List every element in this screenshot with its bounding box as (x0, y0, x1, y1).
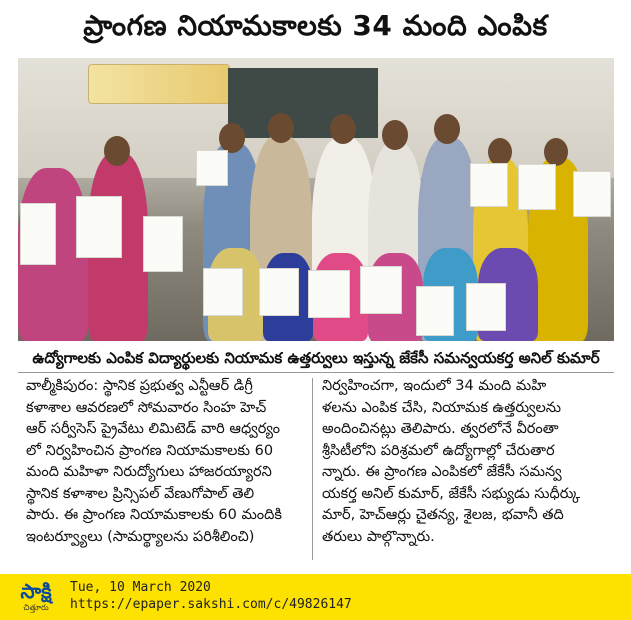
appointment-letter (143, 216, 183, 272)
photo-head (104, 136, 130, 166)
headline: ప్రాంగణ నియామకాలకు 34 మంది ఎంపిక (83, 9, 548, 42)
photo-caption: ఉద్యోగాలకు ఎంపిక విద్యార్థులకు నియామక ఉత్తర్వులు ఇస్తున్న జేకేసీ సమన్వయకర్త అనిల్ కుమార్ (18, 344, 614, 373)
column-divider (312, 378, 313, 560)
article-line: మంది మహిళా నిరుద్యోగులు హాజరయ్యారని (26, 464, 272, 480)
appointment-letter (20, 203, 56, 265)
article-line: న్నారు. ఈ ప్రాంగణ ఎంపికలో జేకేసీ సమన్వ (322, 464, 562, 480)
photo-banner (88, 64, 230, 104)
article-line: నిర్వహించగా, ఇందులో 34 మంది మహి (322, 378, 547, 394)
article-line: స్థానిక కళాశాల ప్రిన్సిపల్ వేణుగోపాల్ తెలి (26, 485, 255, 502)
appointment-letter (416, 286, 454, 336)
article-line: మార్, హెచ్ఆర్లు చైతన్య, శైలజ, భవానీ తది (322, 507, 564, 523)
epaper-link[interactable]: https://epaper.sakshi.com/c/49826147 (70, 597, 352, 612)
sakshi-logo[interactable] (8, 578, 64, 616)
photo-head (544, 138, 568, 166)
appointment-letter (76, 196, 122, 258)
article-line: అందించినట్లు తెలిపారు. త్వరలోనే వీరంతా (322, 421, 559, 437)
logo-edition: చిత్తూరు (23, 603, 49, 612)
article-line: ళలను ఎంపిక చేసి, నియామక ఉత్తర్వులను (322, 399, 561, 416)
article-line: లో నిర్వహించిన ప్రాంగణ నియామకాలకు 60 (26, 442, 274, 459)
appointment-letter (259, 268, 299, 316)
photo-head (330, 114, 356, 144)
article-line: శ్రీసిటీలోని పరిశ్రమలో ఉద్యోగాల్లో చేరుతార (322, 442, 555, 459)
article-line: పారు. ఈ ప్రాంగణ నియామకాలకు 60 మందికి (26, 507, 282, 523)
article-line: వాల్మీకిపురం: స్థానిక ప్రభుత్వ ఎన్టీఆర్ డిగ్రీ (26, 378, 253, 394)
photo-head (382, 120, 408, 150)
article-column-right (322, 376, 612, 548)
epaper-footer (0, 574, 631, 620)
publish-date: Tue, 10 March 2020 (70, 580, 211, 595)
article-line: ఆర్ సర్వీసెస్ ప్రైవేటు లిమిటెడ్ వారి ఆధ్వర్యం (26, 421, 281, 437)
appointment-letter (203, 268, 243, 316)
photo-head (268, 113, 294, 143)
photo-head (219, 123, 245, 153)
appointment-letter (360, 266, 402, 314)
photo-head (488, 138, 512, 166)
appointment-letter (518, 164, 556, 210)
article-line: ఇంటర్వ్యూలు (సామర్థ్యాలను పరిశీలించి) (26, 528, 255, 545)
article-column-left (26, 376, 316, 548)
appointment-letter (573, 171, 611, 217)
appointment-letter (470, 163, 508, 207)
appointment-letter (308, 270, 350, 318)
appointment-letter (466, 283, 506, 331)
article-line: కళాశాల ఆవరణలో సోమవారం సింహ హెచ్ (26, 399, 267, 416)
logo-text: సాక్షి (20, 579, 52, 603)
article-line: తరులు పాల్గొన్నారు. (322, 528, 435, 545)
photo-head (434, 114, 460, 144)
appointment-letter (196, 150, 228, 186)
news-photo (18, 58, 614, 341)
article-line: యకర్త అనిల్ కుమార్, జేకేసీ సభ్యుడు సుధీర్కు (322, 485, 581, 502)
